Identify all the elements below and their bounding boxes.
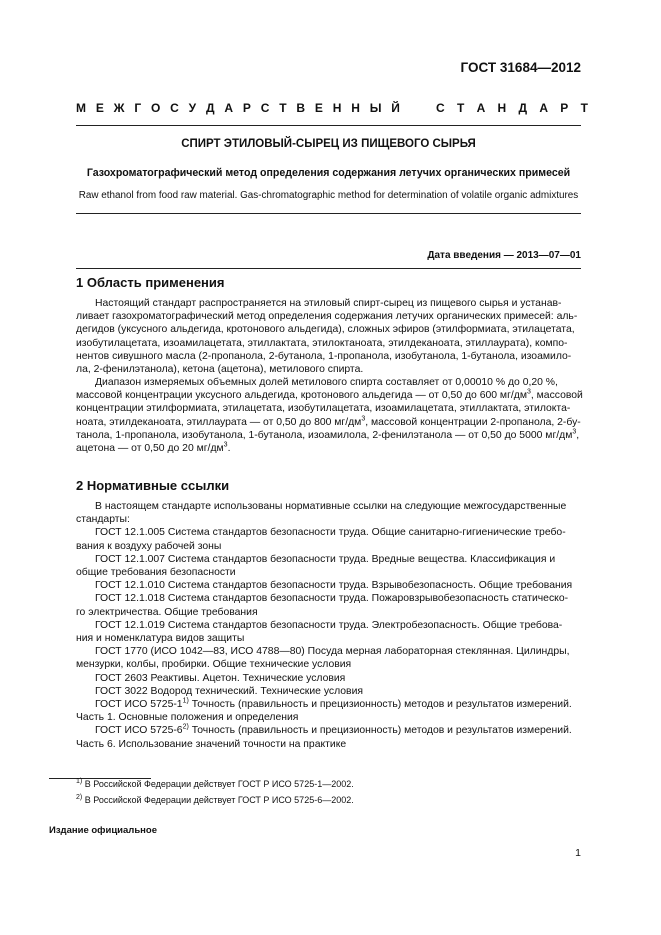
- footnote-ref: 2): [182, 723, 189, 731]
- reference-line: [76, 698, 581, 711]
- text-line: общие требования безопасности: [76, 567, 236, 579]
- introduction-date: Дата введения — 2013—07—01: [427, 250, 581, 261]
- text-line: Часть 6. Использование значений точности на практике: [76, 738, 347, 750]
- text-fragment: ГОСТ ИСО 5725-6: [95, 725, 183, 737]
- superscript: 3: [572, 428, 577, 436]
- section-1-paragraph-1: [76, 297, 581, 376]
- text-line: В настоящем стандарте использованы нормативные ссылки на следующие межгосударственные: [95, 501, 567, 512]
- banner-letter: Ы: [369, 101, 382, 115]
- text-fragment: ГОСТ ИСО 5725-1: [95, 699, 183, 711]
- reference-line: ГОСТ 12.1.005 Система стандартов безопасности труда. Общие санитарно-гигиенические требо-: [95, 527, 566, 539]
- text-line: ния и номенклатура видов защиты: [76, 633, 245, 645]
- footnote-text: В Российской Федерации действует ГОСТ Р ИСО 5725-1—2002.: [84, 779, 354, 789]
- text-line: Часть 1. Основные положения и определения: [76, 712, 299, 724]
- text-fragment: Точность (правильность и прецизионность) методов и результатов измерений.: [188, 699, 572, 711]
- banner-letter: С: [436, 101, 445, 115]
- superscript: 3: [361, 415, 366, 423]
- banner-letter: Д: [518, 101, 528, 115]
- banner-word-standard: [436, 101, 588, 115]
- banner-letter: О: [151, 101, 161, 115]
- superscript: 3: [223, 441, 228, 449]
- banner-letter: Н: [497, 101, 507, 115]
- banner-letter: Н: [332, 101, 342, 115]
- text-fragment: , массовой: [530, 390, 583, 402]
- page-number: 1: [575, 847, 581, 859]
- banner-letter: А: [224, 101, 234, 115]
- banner-word-interstate: [76, 101, 400, 115]
- divider: [76, 125, 581, 126]
- text-line: изобутилацетата, изоамилацетата, этиллактата, этилоктаноата, этилдеканоата, этиллаурата), компо-: [76, 337, 568, 349]
- reference-line: ГОСТ 12.1.018 Система стандартов безопасности труда. Пожаровзрывобезопасность статическо-: [95, 593, 569, 605]
- text-line: вания к воздуху рабочей зоны: [76, 540, 222, 552]
- section-1-heading: 1 Область применения: [76, 275, 225, 290]
- text-line: стандарты:: [76, 514, 130, 526]
- text-line: дегидов (уксусного альдегида, кротонового альдегида), сложных эфиров (этилформиата, этилацетата,: [76, 324, 575, 336]
- reference-line: ГОСТ 12.1.007 Система стандартов безопасности труда. Вредные вещества. Классификация и: [95, 553, 556, 565]
- section-1-paragraph-2: [76, 376, 581, 455]
- reference-line: ГОСТ 1770 (ИСО 1042—83, ИСО 4788—80) Посуда мерная лабораторная стеклянная. Цилиндры,: [95, 646, 570, 658]
- text-fragment: массовой концентрации уксусного альдегида, кротонового альдегида — от 0,50 до 600 мг/дм: [76, 390, 527, 402]
- text-fragment: ноата, этилдеканоата, этиллаурата — от 0,50 до 800 мг/дм: [76, 416, 362, 428]
- text-fragment: Точность (правильность и прецизионность) методов и результатов измерений.: [188, 725, 572, 737]
- superscript: 3: [526, 388, 531, 396]
- banner-letter: М: [76, 101, 86, 115]
- divider: [76, 213, 581, 214]
- footnote-marker: 2): [76, 794, 83, 801]
- footnote-marker: 1): [76, 778, 83, 785]
- standard-banner: [76, 101, 588, 115]
- english-title: Raw ethanol from food raw material. Gas-chromatographic method for determination of volatile organic admixtures: [78, 190, 579, 201]
- text-line: нентов сивушного масла (2-пропанола, 2-бутанола, 1-пропанола, изобутанола, 1-бутанола, изоамило-: [76, 350, 572, 362]
- text-fragment: ,: [576, 429, 580, 441]
- reference-line: ГОСТ 3022 Водород технический. Технические условия: [95, 685, 364, 697]
- banner-letter: Р: [560, 101, 569, 115]
- banner-letter: Д: [205, 101, 215, 115]
- official-edition-label: Издание официальное: [49, 825, 157, 836]
- text-line: го электричества. Общие требования: [76, 606, 258, 618]
- banner-letter: Г: [134, 101, 142, 115]
- reference-line: ГОСТ 12.1.019 Система стандартов безопасности труда. Электробезопасность. Общие требова-: [95, 619, 563, 631]
- text-line: ливает газохроматографический метод определения содержания летучих органических примесей: аль-: [76, 311, 578, 323]
- divider: [76, 268, 581, 269]
- text-line: [76, 389, 581, 402]
- document-subtitle: Газохроматографический метод определения содержания летучих органических примесей: [86, 167, 571, 179]
- banner-letter: Ж: [113, 101, 125, 115]
- footnote-ref: 1): [182, 697, 189, 705]
- footnote-text: В Российской Федерации действует ГОСТ Р ИСО 5725-6—2002.: [84, 795, 354, 805]
- banner-letter: Н: [351, 101, 360, 115]
- footnote-1: [76, 779, 354, 789]
- banner-letter: У: [188, 101, 197, 115]
- reference-line: [76, 724, 581, 737]
- banner-letter: Т: [279, 101, 287, 115]
- banner-letter: Р: [242, 101, 251, 115]
- text-line: концентрации этилформиата, этилацетата, изобутилацетата, изоамилацетата, этиллактата, этилокта-: [76, 403, 571, 415]
- section-2-heading: 2 Нормативные ссылки: [76, 478, 230, 493]
- banner-letter: А: [476, 101, 486, 115]
- banner-letter: Т: [580, 101, 588, 115]
- banner-letter: А: [539, 101, 548, 115]
- text-line: мензурки, колбы, пробирки. Общие технические условия: [76, 659, 352, 671]
- text-line: [76, 416, 581, 429]
- text-fragment: танола, 1-пропанола, изобутанола, 1-бутанола, изоамилола, 2-фенилэтанола — от 0,50 до 5000 мг/дм: [76, 429, 573, 441]
- banner-letter: Й: [391, 101, 400, 115]
- text-fragment: .: [227, 443, 231, 455]
- banner-letter: Т: [456, 101, 465, 115]
- text-line: ла, 2-фенилэтанола), кетона (ацетона), метилового спирта.: [76, 364, 364, 376]
- text-fragment: ацетона — от 0,50 до 20 мг/дм: [76, 443, 224, 455]
- text-line: [76, 429, 581, 442]
- text-line: Настоящий стандарт распространяется на этиловый спирт-сырец из пищевого сырья и устанав-: [95, 298, 562, 309]
- text-fragment: , массовой концентрации 2-пропанола, 2-бу-: [365, 416, 581, 428]
- reference-line: ГОСТ 2603 Реактивы. Ацетон. Технические условия: [95, 672, 346, 684]
- banner-letter: Е: [95, 101, 104, 115]
- section-2-body: [76, 500, 581, 751]
- text-line: Диапазон измеряемых объемных долей метилового спирта составляет от 0,00010 % до 0,20 %,: [95, 377, 558, 388]
- banner-letter: Е: [314, 101, 323, 115]
- banner-letter: С: [260, 101, 270, 115]
- document-title: СПИРТ ЭТИЛОВЫЙ-СЫРЕЦ ИЗ ПИЩЕВОГО СЫРЬЯ: [181, 138, 476, 150]
- banner-letter: В: [296, 101, 306, 115]
- reference-line: ГОСТ 12.1.010 Система стандартов безопасности труда. Взрывобезопасность. Общие требования: [95, 580, 573, 592]
- document-code: ГОСТ 31684—2012: [460, 60, 581, 75]
- banner-letter: С: [170, 101, 179, 115]
- text-line: [76, 442, 581, 455]
- footnote-2: [76, 795, 354, 805]
